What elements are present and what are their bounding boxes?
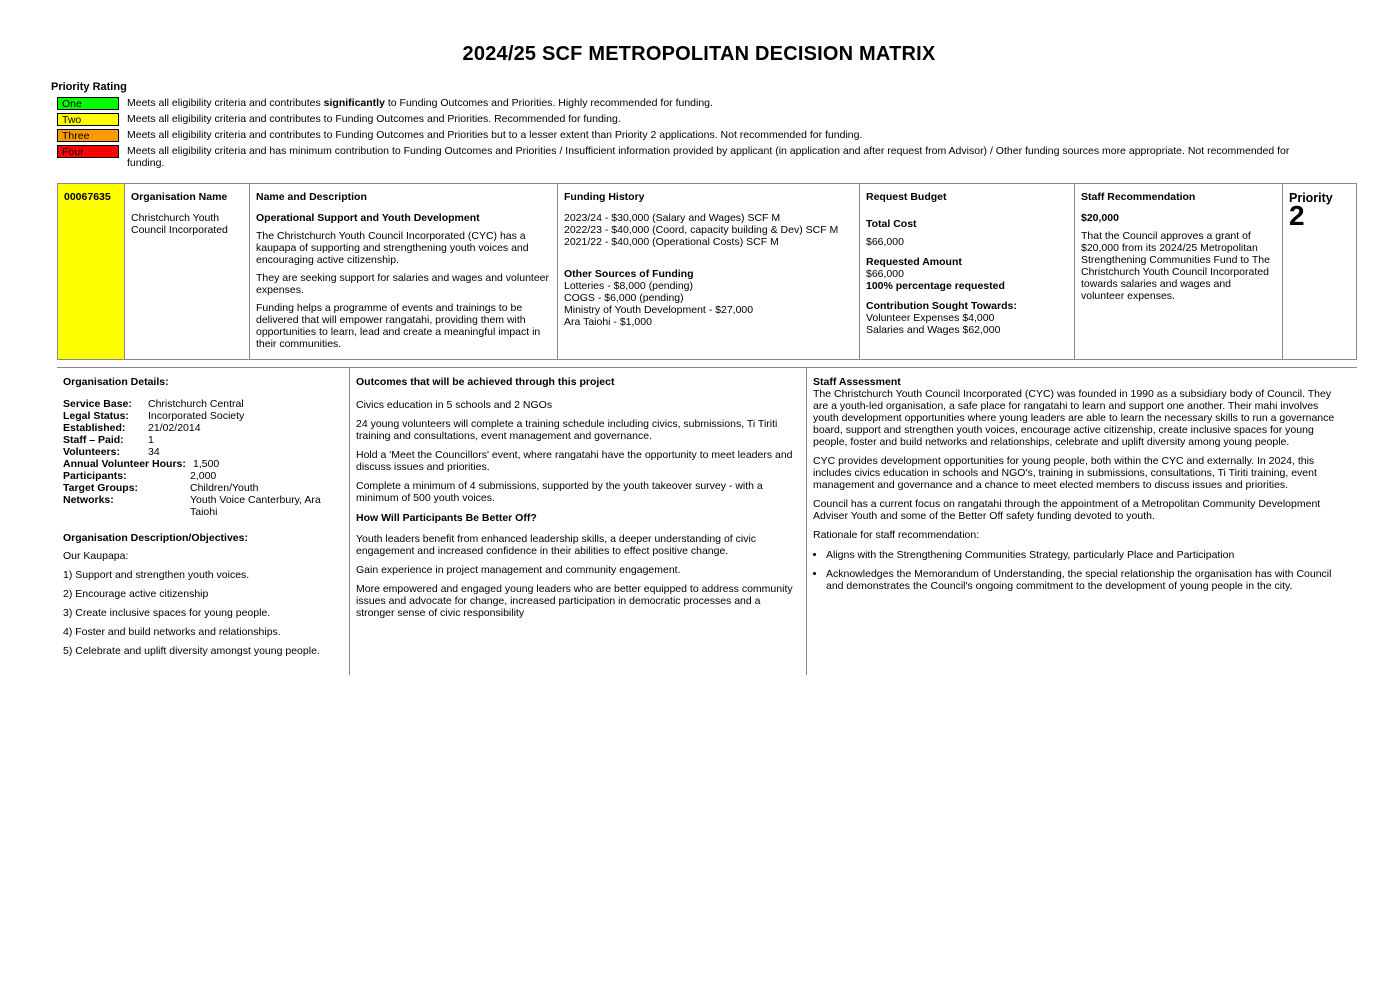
priority-legend (57, 97, 1317, 172)
staff-recommendation-heading: Staff Recommendation (1081, 191, 1196, 203)
request-budget-heading: Request Budget (866, 191, 947, 203)
objective-item: 5) Celebrate and uplift diversity amongst young people. (63, 645, 320, 657)
staff-assessment-column (806, 368, 1357, 675)
legend-desc-one-post: to Funding Outcomes and Priorities. Highly recommended for funding. (384, 97, 713, 109)
other-sources-heading: Other Sources of Funding (564, 268, 694, 280)
request-budget-cell (860, 184, 1075, 359)
legend-row-two (57, 113, 1317, 126)
description-paragraph: Funding helps a programme of events and trainings to be delivered that will empower rangatahi, providing them with opportunities to learn, lead and create a meaningful impact in their communities. (256, 302, 541, 350)
detail-label: Legal Status: (63, 410, 129, 422)
detail-label: Staff – Paid: (63, 434, 124, 446)
description-heading: Name and Description (256, 191, 367, 203)
org-description-heading: Organisation Description/Objectives: (63, 532, 248, 544)
legend-swatch-four: Four (57, 145, 119, 158)
kaupapa-label: Our Kaupapa: (63, 550, 129, 562)
objective-item: 2) Encourage active citizenship (63, 588, 209, 600)
other-source-item: Lotteries - $8,000 (pending) (564, 280, 693, 292)
better-off-item: Gain experience in project management and community engagement. (356, 564, 681, 576)
priority-value: 2 (1289, 200, 1305, 231)
detail-staff-paid (63, 434, 343, 446)
outcomes-column (349, 368, 806, 675)
detail-label: Annual Volunteer Hours: (63, 458, 186, 470)
page-title: 2024/25 SCF METROPOLITAN DECISION MATRIX (462, 43, 936, 65)
org-name-heading: Organisation Name (131, 191, 228, 203)
priority-cell (1283, 184, 1356, 359)
total-cost-value: $66,000 (866, 236, 904, 248)
detail-volunteers (63, 446, 343, 458)
other-source-item: Ministry of Youth Development - $27,000 (564, 304, 754, 316)
contribution-item: Salaries and Wages $62,000 (866, 324, 1001, 336)
better-off-heading: How Will Participants Be Better Off? (356, 512, 537, 524)
objective-item: 1) Support and strengthen youth voices. (63, 569, 250, 581)
legend-swatch-two: Two (57, 113, 119, 126)
priority-rating-heading: Priority Rating (51, 81, 127, 93)
detail-label: Established: (63, 422, 126, 434)
legend-desc-one-strong: significantly (323, 97, 385, 109)
detail-value: 1 (148, 434, 154, 446)
detail-value: Christchurch Central (148, 398, 244, 410)
detail-value: Incorporated Society (148, 410, 245, 422)
funding-history-heading: Funding History (564, 191, 645, 203)
legend-row-four (57, 145, 1317, 169)
staff-recommendation-text: That the Council approves a grant of $20,000 from its 2024/25 Metropolitan Strengthening Communities Fund to The Christchurch Youth Council Incorporated towards salaries and wages and volunteer expenses. (1081, 230, 1270, 302)
description-paragraph: The Christchurch Youth Council Incorporated (CYC) has a kaupapa of supporting and strengthening youth voices and encouraging active citizenship. (256, 230, 529, 266)
better-off-item: More empowered and engaged young leaders who are better equipped to address community issues and advocate for change, increased participation in democratic processes and a stronger sense of civic responsibility (356, 583, 793, 619)
detail-label: Networks: (63, 494, 114, 506)
org-name-cell (125, 184, 250, 359)
detail-value: 1,500 (193, 458, 220, 470)
detail-participants (63, 470, 343, 482)
outcome-item: Civics education in 5 schools and 2 NGOs (356, 399, 553, 411)
application-summary-table (57, 183, 1357, 360)
outcome-item: Hold a 'Meet the Councillors' event, where rangatahi have the opportunity to meet leaders and discuss issues and priorities. (356, 449, 793, 473)
funding-history-item: 2022/23 - $40,000 (Coord, capacity building & Dev) SCF M (564, 224, 839, 236)
detail-service-base (63, 398, 343, 410)
detail-established (63, 422, 343, 434)
project-title: Operational Support and Youth Development (256, 212, 480, 224)
funding-history-item: 2023/24 - $30,000 (Salary and Wages) SCF M (564, 212, 781, 224)
rationale-heading: Rationale for staff recommendation: (813, 529, 980, 541)
contribution-item: Volunteer Expenses $4,000 (866, 312, 995, 324)
other-source-item: COGS - $6,000 (pending) (564, 292, 684, 304)
legend-desc-one-pre: Meets all eligibility criteria and contributes (127, 97, 324, 109)
other-source-item: Ara Taiohi - $1,000 (564, 316, 652, 328)
detail-networks (63, 494, 343, 518)
rationale-item: • Acknowledges the Memorandum of Understanding, the special relationship the organisation has with Council and demonstrates the Council's ongoing commitment to the development of young people in the city. (826, 568, 1343, 592)
description-cell (250, 184, 558, 359)
legend-row-three (57, 129, 1317, 142)
detail-value: 21/02/2014 (148, 422, 201, 434)
staff-recommendation-cell (1075, 184, 1283, 359)
detail-value: Youth Voice Canterbury, Ara Taiohi (190, 494, 321, 518)
description-paragraph: They are seeking support for salaries and wages and volunteer expenses. (256, 272, 550, 296)
legend-swatch-one: One (57, 97, 119, 110)
detail-value: 34 (148, 446, 160, 458)
outcome-item: Complete a minimum of 4 submissions, supported by the youth takeover survey - with a minimum of 500 youth voices. (356, 480, 763, 504)
assessment-paragraph: CYC provides development opportunities for young people, both within the CYC and externally. In 2024, this includes civics education in schools and NGO's, training in submissions, consultations, Ti Tiriti training, event management and governance and a chance to meet elected members to discuss issues and priorities. (813, 455, 1317, 491)
better-off-item: Youth leaders benefit from enhanced leadership skills, a deeper understanding of civic engagement and increased confidence in their abilities to effect positive change. (356, 533, 757, 557)
requested-amount-heading: Requested Amount (866, 256, 962, 268)
objective-item: 3) Create inclusive spaces for young people. (63, 607, 271, 619)
detail-volunteer-hours (63, 458, 343, 470)
detail-label: Target Groups: (63, 482, 139, 494)
priority-heading: Priority (1289, 191, 1333, 205)
assessment-paragraph: The Christchurch Youth Council Incorporated (CYC) was founded in 1990 as a subsidiary body of Council. They are a youth-led organisation, a safe place for rangatahi to learn and support one another. Their mahi involves youth development opportunities where young leaders are able to learn the necessary skills to run a governance board, support and strengthen youth voices, encourage active citizenship, create inclusive spaces for young people, foster and build networks and relationships, celebrate and uplift diversity among young people. (813, 388, 1335, 448)
staff-assessment-heading: Staff Assessment (813, 376, 901, 388)
assessment-paragraph: Council has a current focus on rangatahi through the appointment of a Metropolitan Community Development Adviser Youth and some of the Better Off safety funding devoted to youth. (813, 498, 1321, 522)
outcomes-heading: Outcomes that will be achieved through this project (356, 376, 615, 388)
detail-legal-status (63, 410, 343, 422)
detail-value: 2,000 (190, 470, 217, 482)
org-name: Christchurch Youth Council Incorporated (131, 212, 228, 236)
requested-amount-value: $66,000 (866, 268, 904, 280)
legend-swatch-three: Three (57, 129, 119, 142)
rationale-item: • Aligns with the Strengthening Communities Strategy, particularly Place and Participation (826, 549, 1343, 561)
funding-history-item: 2021/22 - $40,000 (Operational Costs) SCF M (564, 236, 779, 248)
detail-label: Participants: (63, 470, 127, 482)
outcome-item: 24 young volunteers will complete a training schedule including civics, submissions, Ti Tiriti training and consultations, event management and governance. (356, 418, 778, 442)
total-cost-heading: Total Cost (866, 218, 917, 230)
legend-desc-three: Meets all eligibility criteria and contributes to Funding Outcomes and Priorities but to a lesser extent than Priority 2 applications. Not recommended for funding. (127, 129, 863, 141)
legend-desc-two: Meets all eligibility criteria and contributes to Funding Outcomes and Priorities. Recommended for funding. (127, 113, 621, 125)
detail-target-groups (63, 482, 343, 494)
percentage-requested: 100% percentage requested (866, 280, 1005, 292)
application-id: 00067635 (58, 184, 125, 359)
rationale-list (813, 549, 1343, 592)
funding-history-cell (558, 184, 860, 359)
detail-section (57, 367, 1357, 675)
contribution-heading: Contribution Sought Towards: (866, 300, 1017, 312)
legend-row-one (57, 97, 1317, 110)
organisation-details-column (57, 368, 349, 675)
detail-label: Volunteers: (63, 446, 120, 458)
legend-desc-one (127, 97, 1317, 109)
detail-label: Service Base: (63, 398, 132, 410)
detail-value: Children/Youth (190, 482, 259, 494)
objective-item: 4) Foster and build networks and relationships. (63, 626, 281, 638)
org-details-heading: Organisation Details: (63, 376, 169, 388)
staff-recommended-amount: $20,000 (1081, 212, 1119, 224)
legend-desc-four: Meets all eligibility criteria and has minimum contribution to Funding Outcomes and Priorities / Insufficient information provided by applicant (in application and after request from Advisor) / Other funding sources more appropriate. Not recommended for funding. (127, 145, 1290, 169)
